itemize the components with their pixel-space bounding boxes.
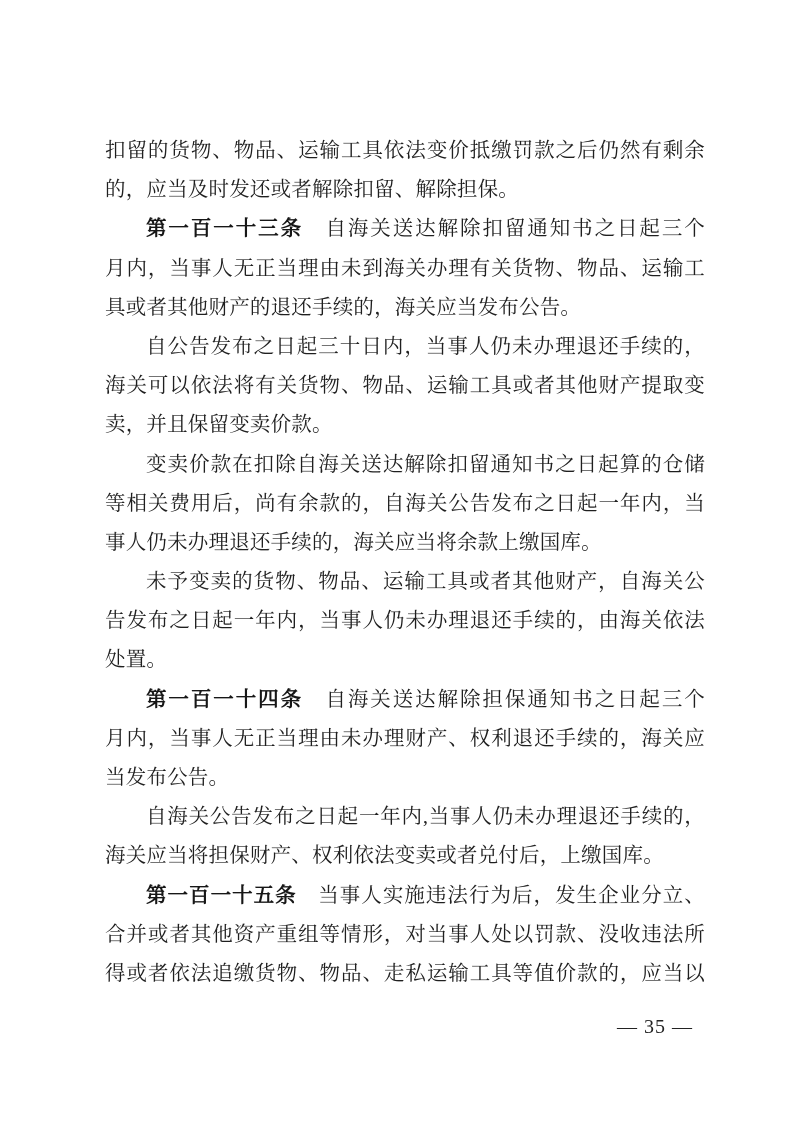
- text-line: 自海关公告发布之日起一年内,当事人仍未办理退还手续的，: [146, 806, 705, 829]
- text-line: [105, 877, 705, 916]
- text-line: 海关可以依法将有关货物、物品、运输工具或者其他财产提取变: [105, 375, 705, 398]
- text-line: 的，应当及时发还或者解除扣留、解除担保。: [105, 179, 519, 202]
- body-text: [105, 132, 705, 994]
- article-number: 第一百一十五条: [146, 884, 319, 907]
- text-line: 海关应当将担保财产、权利依法变卖或者兑付后，上缴国库。: [105, 845, 664, 868]
- text-line: 自公告发布之日起三十日内，当事人仍未办理退还手续的，: [146, 335, 705, 358]
- page-number: — 35 —: [617, 1016, 693, 1038]
- text-line: 扣留的货物、物品、运输工具依法变价抵缴罚款之后仍然有剩余: [105, 140, 705, 162]
- text-line: 具或者其他财产的退还手续的，海关应当发布公告。: [105, 296, 582, 319]
- article-body-start: 自海关送达解除扣留通知书之日起三个: [325, 218, 705, 241]
- text-line: 合并或者其他资产重组等情形，对当事人处以罚款、没收违法所: [105, 923, 705, 946]
- text-line: 变卖价款在扣除自海关送达解除扣留通知书之日起算的仓储: [146, 453, 705, 476]
- article-number: 第一百一十四条: [146, 688, 326, 711]
- text-line: 事人仍未办理退还手续的，海关应当将余款上缴国库。: [105, 531, 602, 554]
- article-body-start: 自海关送达解除担保通知书之日起三个: [325, 688, 705, 711]
- text-line: 告发布之日起一年内，当事人仍未办理退还手续的，由海关依法: [105, 610, 705, 633]
- text-line: [105, 681, 705, 720]
- text-line: 月内，当事人无正当理由未到海关办理有关货物、物品、运输工: [105, 257, 705, 280]
- article-body-start: 当事人实施违法行为后，发生企业分立、: [318, 884, 705, 907]
- article-number: 第一百一十三条: [146, 218, 326, 241]
- text-line: 等相关费用后，尚有余款的，自海关公告发布之日起一年内，当: [105, 492, 705, 515]
- text-line: 卖，并且保留变卖价款。: [105, 414, 333, 437]
- page-footer: [600, 1014, 710, 1040]
- text-line: 未予变卖的货物、物品、运输工具或者其他财产，自海关公: [146, 571, 705, 594]
- text-line: 月内，当事人无正当理由未办理财产、权利退还手续的，海关应: [105, 727, 705, 750]
- text-line: 处置。: [105, 649, 168, 672]
- text-line: 当发布公告。: [105, 767, 230, 789]
- text-line: 得或者依法追缴货物、物品、走私运输工具等值价款的，应当以: [105, 962, 705, 985]
- text-line: [105, 210, 705, 249]
